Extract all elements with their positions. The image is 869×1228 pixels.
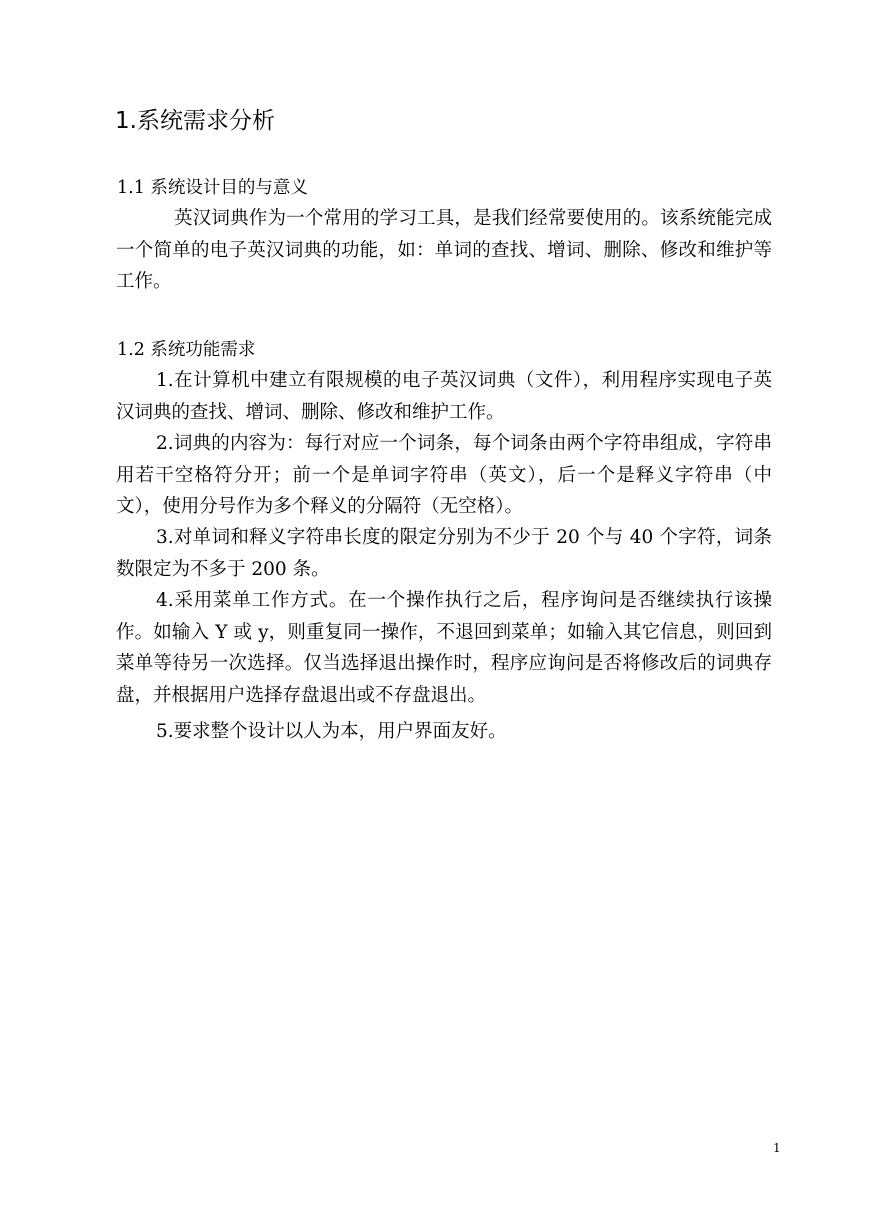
- chapter-heading: 1.系统需求分析: [115, 108, 275, 134]
- section-heading-1-2: 1.2 系统功能需求: [117, 340, 256, 360]
- paragraph-requirement-5: 5.要求整个设计以人为本，用户界面友好。: [156, 721, 507, 742]
- paragraph-requirement-3: 3.对单词和释义字符串长度的限定分别为不少于 20 个与 40 个字符，词条数限定为不多于 200 条。: [116, 527, 772, 580]
- page-number: 1: [773, 1141, 781, 1155]
- paragraph-purpose: 英汉词典作为一个常用的学习工具，是我们经常要使用的。该系统能完成一个简单的电子英汉词典的功能，如：单词的查找、增词、删除、修改和维护等工作。: [116, 208, 772, 292]
- paragraph-requirement-2: 2.词典的内容为：每行对应一个词条，每个词条由两个字符串组成，字符串用若干空格符分开；前一个是单词字符串（英文），后一个是释义字符串（中文），使用分号作为多个释义的分隔符（无空格）。: [116, 433, 772, 517]
- paragraph-requirement-4: 4.采用菜单工作方式。在一个操作执行之后，程序询问是否继续执行该操作。如输入 Y 或 y，则重复同一操作，不退回到菜单；如输入其它信息，则回到菜单等待另一次选择。仅当选择退出操作时，程序应询问是否将修改后的词典存盘，并根据用户选择存盘退出或不存盘退出。: [116, 590, 772, 706]
- section-heading-1-1: 1.1 系统设计目的与意义: [117, 178, 308, 198]
- paragraph-requirement-1: 1.在计算机中建立有限规模的电子英汉词典（文件），利用程序实现电子英汉词典的查找、增词、删除、修改和维护工作。: [116, 370, 772, 423]
